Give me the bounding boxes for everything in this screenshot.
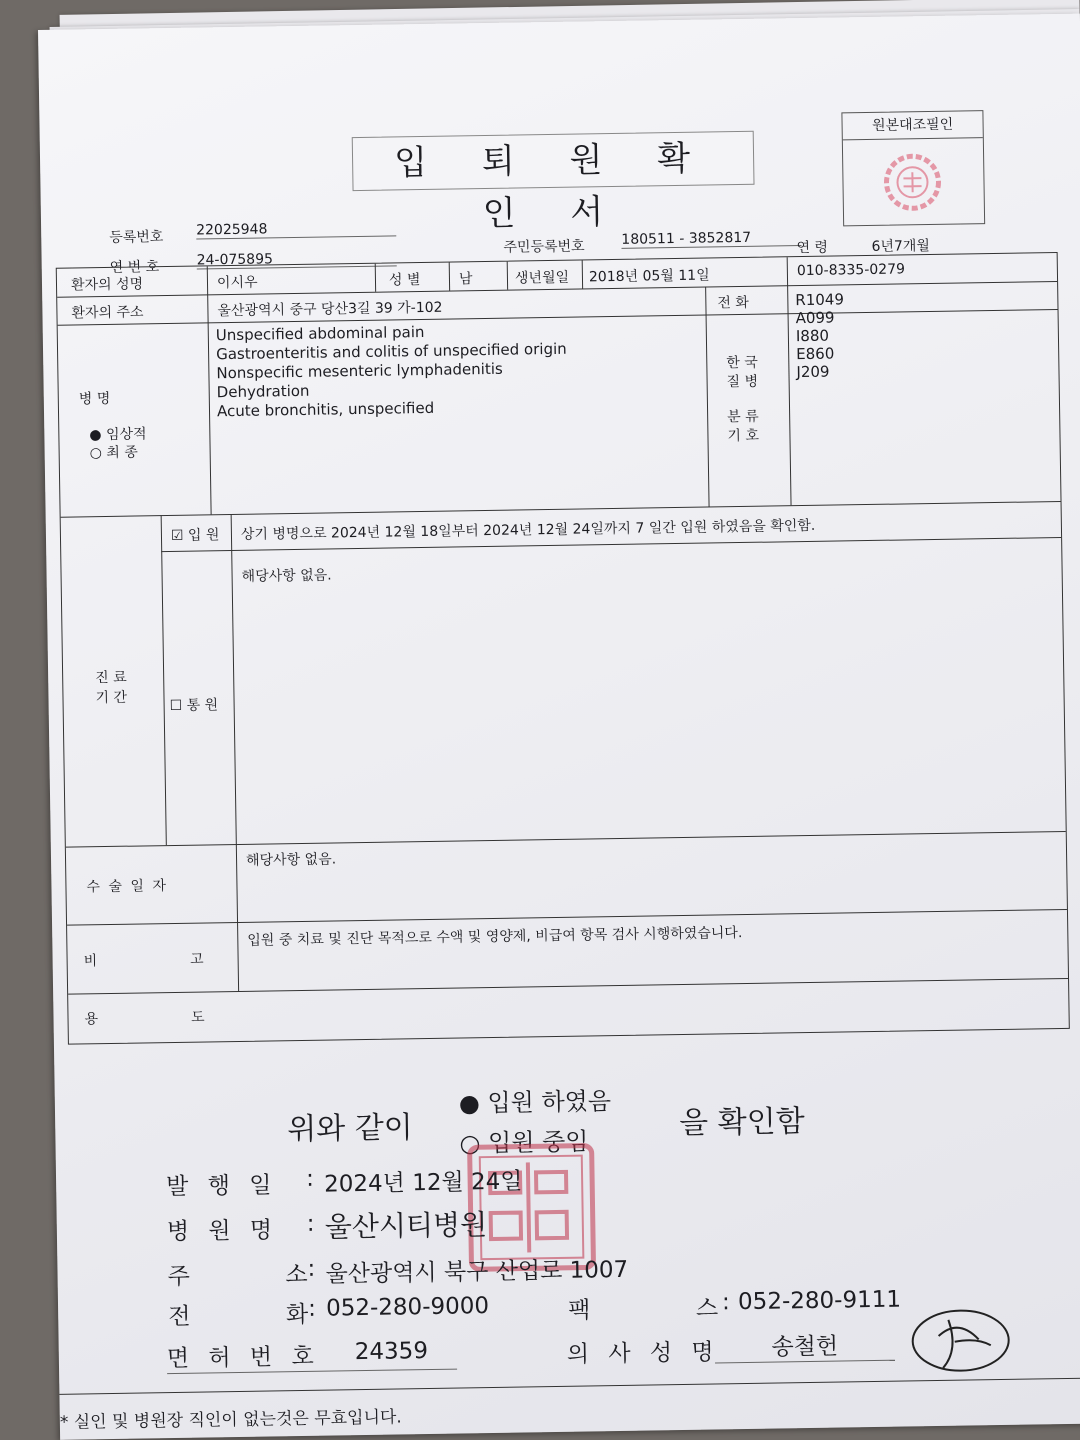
hospital-address-label <box>167 1256 308 1291</box>
treatment-period-label <box>95 668 127 708</box>
diagnosis-item: Unspecified abdominal pain <box>215 322 425 345</box>
doctor-value: 송철헌 <box>714 1327 895 1364</box>
hospital-phone-label <box>168 1296 309 1331</box>
document-title: 입 퇴 원 확 인 서 <box>352 131 755 191</box>
diagnosis-item: Acute bronchitis, unspecified <box>216 398 435 421</box>
serial-value: 24-075895 <box>197 249 397 269</box>
kcd-code: I880 <box>795 326 830 346</box>
dob-value: 2018년 05월 11일 <box>588 267 710 286</box>
confirmation-option-1 <box>459 1081 612 1118</box>
original-verification-label: 원본대조필인 <box>842 111 982 140</box>
patient-name-label: 환자의 성명 <box>70 276 144 294</box>
reg-no-label: 등록번호 <box>109 229 164 246</box>
purpose-label <box>84 1007 204 1029</box>
clinical-label: 임상적 <box>105 426 147 443</box>
remarks-label-part: 비 <box>83 953 98 970</box>
serial-label: 연 번 호 <box>109 259 160 276</box>
verification-seal-icon <box>877 152 948 213</box>
checkbox-empty-icon: ☐ <box>169 697 183 715</box>
treatment-period-label-line: 진 료 <box>95 669 127 687</box>
age-label: 연 령 <box>796 239 829 257</box>
kcd-code: E860 <box>796 344 835 364</box>
kcd-label-line: 한 국 <box>726 354 758 372</box>
radio-filled-icon: ● <box>458 1089 481 1118</box>
address-label-part: 주 <box>167 1263 191 1291</box>
kcd-code: R1049 <box>795 290 845 310</box>
hospital-address-value: 울산광역시 북구 산업로 1007 <box>325 1256 629 1288</box>
hospital-fax-value: 052-280-9111 <box>737 1286 902 1316</box>
checkbox-checked-icon: ☑ <box>170 527 184 544</box>
address-label-part: 소 <box>285 1261 308 1289</box>
diagnosis-item: Nonspecific mesenteric lymphadenitis <box>216 359 503 383</box>
license-value: 24359 <box>354 1338 429 1366</box>
diagnosis-item: Dehydration <box>216 381 310 402</box>
confirmation-option-2-label: 입원 중임 <box>487 1127 589 1158</box>
fax-label-part: 스 <box>695 1295 719 1322</box>
outpatient-text: 해당사항 없음. <box>241 567 332 585</box>
address-value: 울산광역시 중구 당산3길 39 가-102 <box>217 299 443 320</box>
colon: : <box>307 1295 317 1322</box>
fax-label-part: 팩 <box>567 1297 591 1324</box>
purpose-label-part: 도 <box>190 1009 205 1026</box>
resident-no-label: 주민등록번호 <box>503 238 585 256</box>
hospital-fax-label <box>568 1289 718 1324</box>
phone-label-part: 화 <box>285 1301 309 1329</box>
dob-label: 생년월일 <box>514 269 570 287</box>
treatment-period-label-line: 기 간 <box>95 689 128 707</box>
kcd-codes <box>795 290 845 381</box>
issue-date-label: 발 행 일 <box>165 1172 278 1201</box>
kcd-label-line: 분 류 <box>727 408 759 426</box>
kcd-label <box>726 354 759 446</box>
hospital-name-label: 병 원 명 <box>166 1217 279 1246</box>
issue-date-value: 2024년 12월 24일 <box>323 1168 523 1198</box>
patient-name-value: 이시우 <box>216 274 258 292</box>
resident-no-value: 180511 - 3852817 <box>621 229 801 249</box>
confirmation-prefix: 위와 같이 <box>287 1110 414 1148</box>
confirmation-suffix: 을 확인함 <box>678 1104 805 1142</box>
sex-value: 남 <box>458 271 473 288</box>
address-label: 환자의 주소 <box>71 304 144 322</box>
diagnosis-label: 병 명 <box>78 390 111 408</box>
doctor-label: 의 사 성 명 <box>566 1339 720 1368</box>
colon: : <box>307 1255 316 1282</box>
phone-value: 010-8335-0279 <box>796 261 906 280</box>
hospital-name-value: 울산시티병원 <box>324 1208 488 1244</box>
confirmation-option-1-label: 입원 하였음 <box>487 1087 612 1118</box>
inpatient-text: 상기 병명으로 2024년 12월 18일부터 2024년 12월 24일까지 7 일간 입원 하였음을 확인함. <box>240 517 816 543</box>
doctor-signature-icon <box>908 1305 1019 1377</box>
reg-no-value: 22025948 <box>196 219 396 239</box>
diagnosis-label-wrap <box>79 387 194 409</box>
phone-label-part: 전 <box>168 1303 191 1331</box>
colon: : <box>306 1210 315 1237</box>
inpatient-label: 입 원 <box>187 527 220 544</box>
radio-empty-icon: ○ <box>459 1129 481 1158</box>
kcd-code: J209 <box>796 362 830 382</box>
kcd-label-line: 질 병 <box>726 373 759 391</box>
radio-empty-icon: ○ <box>89 445 102 462</box>
surgery-text: 해당사항 없음. <box>245 851 337 869</box>
diagnosis-list <box>216 319 697 422</box>
diagnosis-option-final <box>89 441 137 462</box>
age-value: 6년7개월 <box>871 238 931 255</box>
colon: : <box>305 1165 315 1192</box>
sex-label: 성 별 <box>388 272 421 289</box>
inpatient-option <box>171 524 220 545</box>
outpatient-option <box>169 694 218 715</box>
final-label: 최 종 <box>106 444 138 461</box>
original-verification-box <box>841 110 985 226</box>
kcd-code: A099 <box>795 308 835 328</box>
purpose-label-part: 용 <box>84 1011 99 1028</box>
diagnosis-item: Gastroenteritis and colitis of unspecified origin <box>215 339 567 364</box>
validity-notice: * 실인 및 병원장 직인이 없는것은 무효입니다. <box>59 1407 402 1433</box>
kcd-label-line: 기 호 <box>727 427 760 445</box>
license-label: 면 허 번 호 <box>167 1336 457 1375</box>
remarks-label-part: 고 <box>189 951 204 968</box>
hospital-phone-value: 052-280-9000 <box>325 1293 490 1322</box>
phone-label: 전 화 <box>717 294 749 312</box>
radio-filled-icon: ● <box>89 427 102 444</box>
outpatient-label: 통 원 <box>186 697 219 714</box>
remarks-label <box>83 949 203 971</box>
colon: : <box>721 1289 731 1316</box>
surgery-label: 수 술 일 자 <box>86 878 169 896</box>
remarks-text: 입원 중 치료 및 진단 목적으로 수액 및 영양제, 비급여 항목 검사 시행하였습니다. <box>247 925 743 949</box>
footer-divider <box>59 1377 1080 1394</box>
certificate-document <box>38 14 1080 1440</box>
